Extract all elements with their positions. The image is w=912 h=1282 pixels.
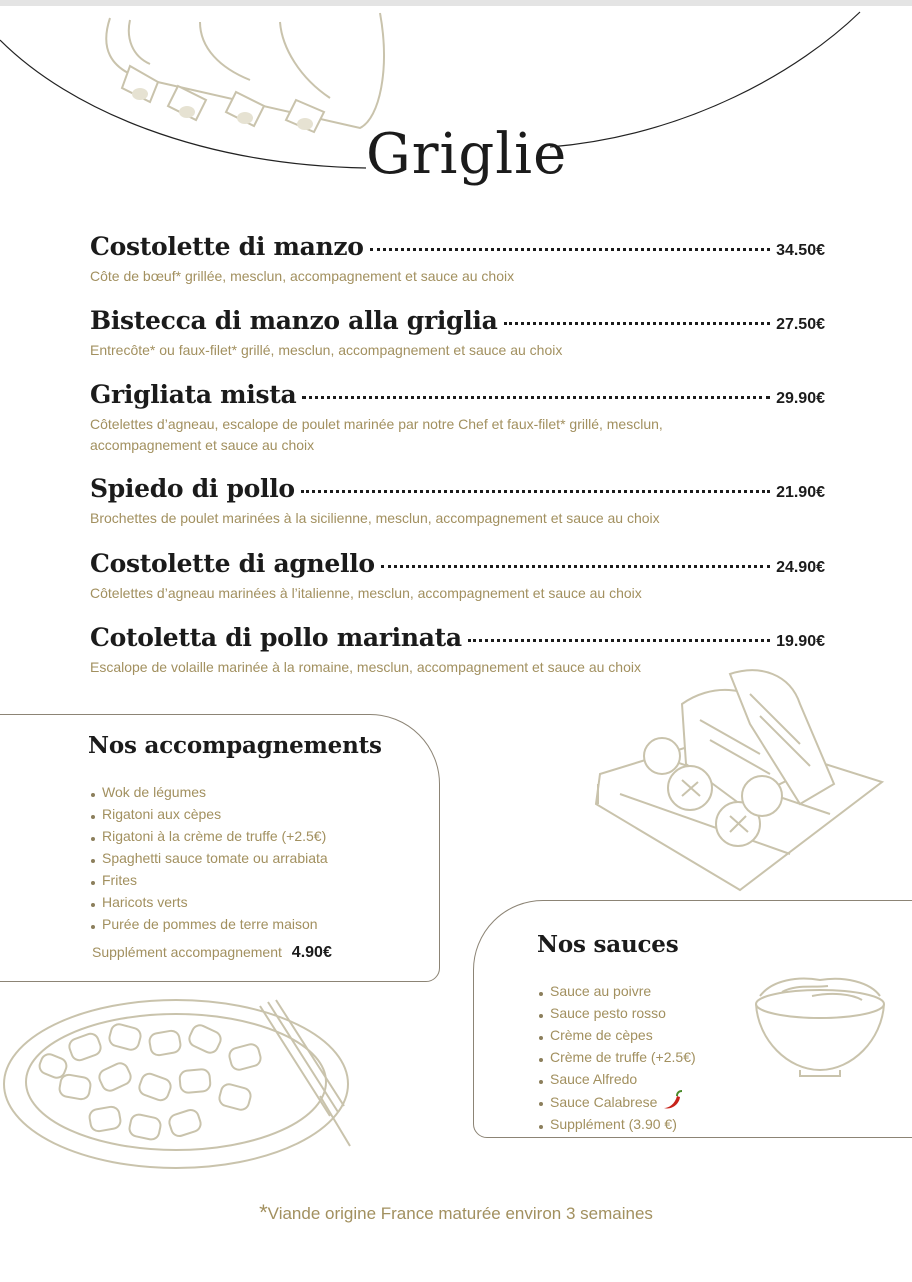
page-title: Griglie	[366, 122, 568, 187]
menu-item	[90, 232, 825, 287]
dot-leader	[301, 490, 770, 493]
list-item: Haricots verts	[90, 891, 328, 913]
supplement-label: Supplément accompagnement	[92, 944, 282, 960]
menu-item	[90, 306, 825, 361]
list-item: Spaghetti sauce tomate ou arrabiata	[90, 847, 328, 869]
item-price: 29.90€	[776, 390, 825, 407]
item-description: Côtelettes d’agneau, escalope de poulet marinée par notre Chef et faux-filet* grillé, mesclun, accompagnement et sauce au choix	[90, 416, 663, 453]
menu-item	[90, 380, 825, 456]
item-price: 27.50€	[776, 316, 825, 333]
list-item: Sauce au poivre	[538, 980, 696, 1002]
sauce-bowl-illustration	[752, 974, 888, 1078]
accompagnements-title: Nos accompagnements	[88, 732, 382, 759]
dot-leader	[468, 639, 770, 642]
grilled-meat-board-illustration	[590, 664, 886, 896]
list-item: Frites	[90, 869, 328, 891]
dot-leader	[370, 248, 770, 251]
list-item	[538, 1090, 696, 1113]
chili-pepper-icon	[661, 1090, 683, 1110]
item-name: Bistecca di manzo alla griglia	[90, 306, 498, 335]
list-item: Crème de cèpes	[538, 1024, 696, 1046]
ribs-illustration	[100, 8, 390, 138]
dot-leader	[504, 322, 771, 325]
supplement-line	[92, 944, 332, 962]
footer-note	[0, 1200, 912, 1226]
list-item: Sauce Alfredo	[538, 1068, 696, 1090]
item-name: Costolette di manzo	[90, 232, 364, 261]
accompagnements-list	[90, 781, 328, 935]
list-item: Crème de truffe (+2.5€)	[538, 1046, 696, 1068]
footer-text: Viande origine France maturée environ 3 semaines	[267, 1204, 653, 1223]
item-price: 19.90€	[776, 633, 825, 650]
supplement-price: 4.90€	[291, 944, 332, 961]
list-item: Rigatoni aux cèpes	[90, 803, 328, 825]
asterisk: *	[259, 1200, 268, 1225]
item-description: Entrecôte* ou faux-filet* grillé, mesclun, accompagnement et sauce au choix	[90, 342, 563, 358]
list-item-label: Sauce Calabrese	[550, 1094, 658, 1110]
item-name: Cotoletta di pollo marinata	[90, 623, 462, 652]
item-name: Grigliata mista	[90, 380, 297, 409]
item-price: 24.90€	[776, 559, 825, 576]
item-price: 21.90€	[776, 484, 825, 501]
dot-leader	[302, 396, 770, 399]
item-description: Brochettes de poulet marinées à la sicilienne, mesclun, accompagnement et sauce au choix	[90, 510, 660, 526]
gnocchi-plate-illustration	[0, 996, 360, 1180]
list-item: Wok de légumes	[90, 781, 328, 803]
list-item: Sauce pesto rosso	[538, 1002, 696, 1024]
menu-item	[90, 549, 825, 604]
item-name: Costolette di agnello	[90, 549, 375, 578]
list-item: Supplément (3.90 €)	[538, 1113, 696, 1135]
item-description: Côtelettes d’agneau marinées à l’italienne, mesclun, accompagnement et sauce au choix	[90, 585, 642, 601]
sauces-title: Nos sauces	[537, 931, 679, 958]
list-item: Rigatoni à la crème de truffe (+2.5€)	[90, 825, 328, 847]
menu-item	[90, 474, 825, 529]
item-description: Escalope de volaille marinée à la romaine, mesclun, accompagnement et sauce au choix	[90, 659, 641, 675]
list-item: Purée de pommes de terre maison	[90, 913, 328, 935]
item-name: Spiedo di pollo	[90, 474, 295, 503]
dot-leader	[381, 565, 770, 568]
item-description: Côte de bœuf* grillée, mesclun, accompagnement et sauce au choix	[90, 268, 515, 284]
item-price: 34.50€	[776, 242, 825, 259]
sauces-list	[538, 980, 696, 1135]
